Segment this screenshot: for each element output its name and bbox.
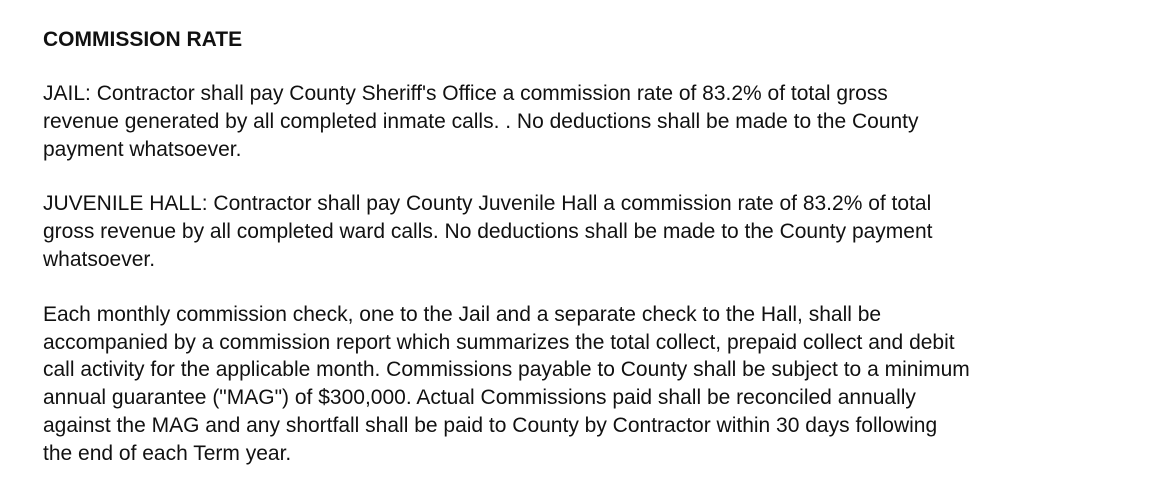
paragraph-line: payment whatsoever. (43, 137, 242, 161)
paragraph-line: accompanied by a commission report which summarizes the total collect, prepaid collect and debit (43, 330, 955, 354)
paragraph-line: the end of each Term year. (43, 441, 292, 465)
paragraph-line: annual guarantee ("MAG") of $300,000. Actual Commissions paid shall be reconciled annually (43, 386, 916, 410)
paragraph-line: Each monthly commission check, one to the Jail and a separate check to the Hall, shall be (43, 302, 882, 326)
paragraph-line: call activity for the applicable month. Commissions payable to County shall be subject to a minimum (43, 358, 970, 382)
paragraph-jail (43, 80, 1153, 163)
paragraph-line: revenue generated by all completed inmate calls. . No deductions shall be made to the County (43, 109, 919, 133)
paragraph-line: whatsoever. (43, 247, 156, 271)
paragraph-commission-check (43, 301, 1153, 468)
paragraph-juvenile-hall (43, 190, 1153, 273)
paragraph-line: against the MAG and any shortfall shall be paid to County by Contractor within 30 days following (43, 413, 938, 437)
paragraph-line: gross revenue by all completed ward calls. No deductions shall be made to the County payment (43, 220, 933, 244)
document-body (43, 26, 1153, 495)
section-heading: COMMISSION RATE (43, 28, 243, 51)
paragraph-line: JUVENILE HALL: Contractor shall pay County Juvenile Hall a commission rate of 83.2% of total (43, 192, 932, 216)
paragraph-line: JAIL: Contractor shall pay County Sheriff's Office a commission rate of 83.2% of total gross (43, 82, 888, 105)
